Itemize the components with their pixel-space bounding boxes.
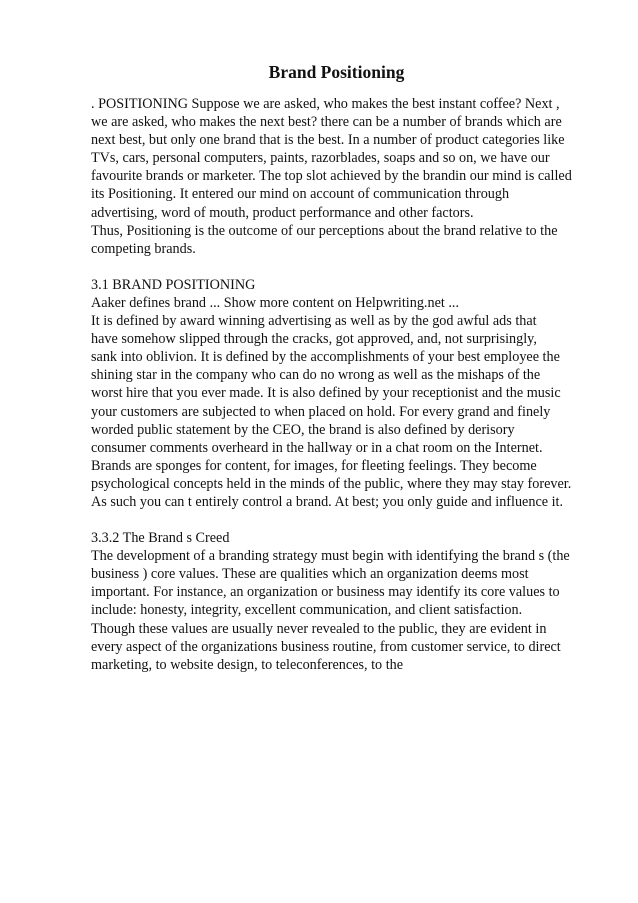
text-line: psychological concepts held in the minds of the public, where they may stay forever. — [91, 475, 572, 492]
text-line: its Positioning. It entered our mind on account of communication through — [91, 186, 510, 203]
text-line: Brands are sponges for content, for images, for fleeting feelings. They become — [91, 457, 537, 474]
document-body — [91, 95, 598, 674]
document-title: Brand Positioning — [268, 62, 405, 82]
text-line: worded public statement by the CEO, the brand is also defined by derisory — [91, 421, 515, 438]
text-line: The development of a branding strategy must begin with identifying the brand s (the — [91, 548, 570, 565]
text-line: include: honesty, integrity, excellent communication, and client satisfaction. — [91, 602, 523, 619]
text-line: your customers are subjected to when placed on hold. For every grand and finely — [91, 403, 551, 420]
text-line: Thus, Positioning is the outcome of our perceptions about the brand relative to the — [91, 222, 558, 239]
text-line: every aspect of the organizations business routine, from customer service, to direct — [91, 638, 561, 655]
text-line: marketing, to website design, to teleconferences, to the — [91, 656, 404, 673]
text-line: business ) core values. These are qualities which an organization deems most — [91, 566, 529, 583]
text-line: Though these values are usually never revealed to the public, they are evident in — [91, 620, 547, 637]
text-line: TVs, cars, personal computers, paints, razorblades, soaps and so on, we have our — [91, 150, 550, 167]
paragraph-section — [91, 95, 598, 258]
text-line: 3.1 BRAND POSITIONING — [91, 276, 256, 293]
text-line: It is defined by award winning advertising as well as by the god awful ads that — [91, 313, 537, 330]
text-line: sank into oblivion. It is defined by the accomplishments of your best employee the — [91, 349, 560, 366]
text-line: Aaker defines brand ... Show more content on Helpwriting.net ... — [91, 294, 459, 311]
text-line: next best, but only one brand that is the best. In a number of product categories like — [91, 132, 565, 149]
text-line: have somehow slipped through the cracks, got approved, and, not surprisingly, — [91, 331, 537, 348]
text-line: 3.3.2 The Brand s Creed — [91, 530, 230, 547]
text-line: competing brands. — [91, 240, 196, 257]
text-line: As such you can t entirely control a brand. At best; you only guide and influence it. — [91, 493, 564, 510]
paragraph-gap — [91, 258, 598, 276]
text-line: consumer comments overheard in the hallway or in a chat room on the Internet. — [91, 439, 543, 456]
text-line: favourite brands or marketer. The top slot achieved by the brandin our mind is called — [91, 168, 572, 185]
text-line: we are asked, who makes the next best? there can be a number of brands which are — [91, 114, 562, 131]
text-line: advertising, word of mouth, product performance and other factors. — [91, 204, 474, 221]
paragraph-section — [91, 529, 598, 674]
text-line: shining star in the company who can do no wrong as well as the mishaps of the — [91, 367, 541, 384]
text-line: worst hire that you ever made. It is also defined by your receptionist and the music — [91, 385, 561, 402]
text-line: important. For instance, an organization or business may identify its core values to — [91, 584, 560, 601]
paragraph-gap — [91, 511, 598, 529]
text-line: . POSITIONING Suppose we are asked, who makes the best instant coffee? Next , — [91, 96, 560, 112]
paragraph-section — [91, 276, 598, 511]
